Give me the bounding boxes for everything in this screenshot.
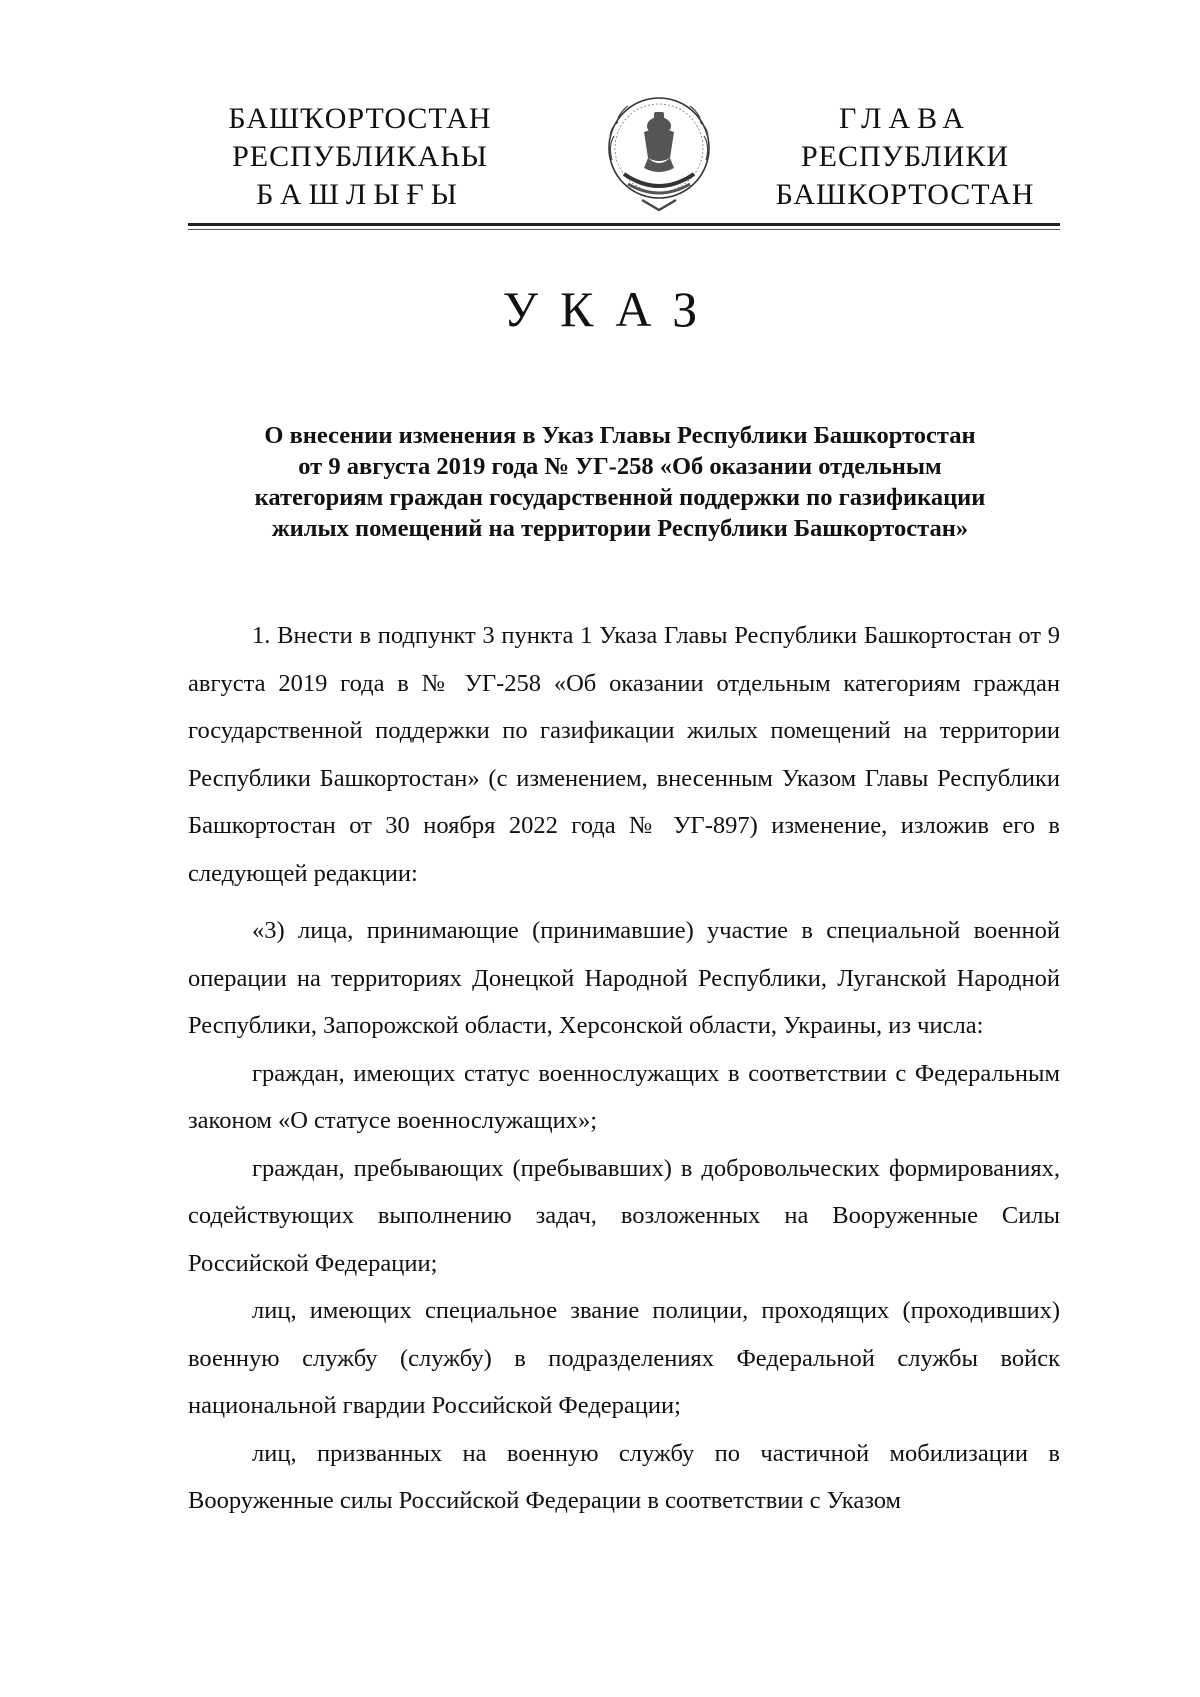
letterhead-russian <box>750 100 1060 214</box>
letterhead-russian-line: РЕСПУБЛИКИ <box>800 140 1010 173</box>
body-paragraph-item-1: 1. Внести в подпункт 3 пункта 1 Указа Главы Республики Башкортостан от 9 августа 2019 года в № УГ-258 «Об оказании отдельным категориям граждан государственной поддержки по газификации жилых помещений на территории Республики Башкортостан» (с изменением, внесенным Указом Главы Республики Башкортостан от 30 ноября 2022 года № УГ-897) изменение, изложив его в следующей редакции: <box>188 622 1060 887</box>
letterhead-bashkir-line: БАШҠОРТОСТАН <box>228 102 492 135</box>
decree-body <box>188 612 1060 1525</box>
body-paragraph-subitem-3: «3) лица, принимающие (принимавшие) участие в специальной военной операции на территориях Донецкой Народной Республики, Луганской Народной Республики, Запорожской области, Херсонской области, Украины, из числа: <box>188 917 1060 1039</box>
header-divider-thick <box>188 223 1060 226</box>
document-type-heading: УКАЗ <box>502 281 720 337</box>
letterhead-bashkir-line: БАШЛЫҒЫ <box>256 178 464 211</box>
letterhead-bashkir <box>210 100 510 214</box>
header-divider-thin <box>188 229 1060 230</box>
letterhead <box>0 100 1200 210</box>
letterhead-russian-line: ГЛАВА <box>839 102 971 135</box>
body-paragraph: граждан, пребывающих (пребывавших) в добровольческих формированиях, содействующих выполнению задач, возложенных на Вооруженные Силы Российской Федерации; <box>188 1154 1060 1277</box>
decree-title <box>180 420 1060 544</box>
letterhead-bashkir-line: РЕСПУБЛИКАҺЫ <box>232 140 488 173</box>
decree-title-line: от 9 августа 2019 года № УГ-258 «Об оказании отдельным <box>298 453 942 480</box>
decree-title-line: жилых помещений на территории Республики Башкортостан» <box>271 515 969 542</box>
decree-title-line: категориям граждан государственной поддержки по газификации <box>254 484 986 511</box>
decree-title-line: О внесении изменения в Указ Главы Республики Башкортостан <box>264 422 976 449</box>
coat-of-arms-icon <box>598 92 720 216</box>
letterhead-russian-line: БАШКОРТОСТАН <box>775 178 1035 211</box>
body-paragraph: лиц, призванных на военную службу по частичной мобилизации в Вооруженные силы Российской Федерации в соответствии с Указом <box>188 1439 1060 1514</box>
body-paragraph: граждан, имеющих статус военнослужащих в соответствии с Федеральным законом «О статусе военнослужащих»; <box>188 1059 1060 1134</box>
body-paragraph: лиц, имеющих специальное звание полиции, проходящих (проходивших) военную службу (службу) в подразделениях Федеральной службы войск национальной гвардии Российской Федерации; <box>188 1297 1060 1419</box>
